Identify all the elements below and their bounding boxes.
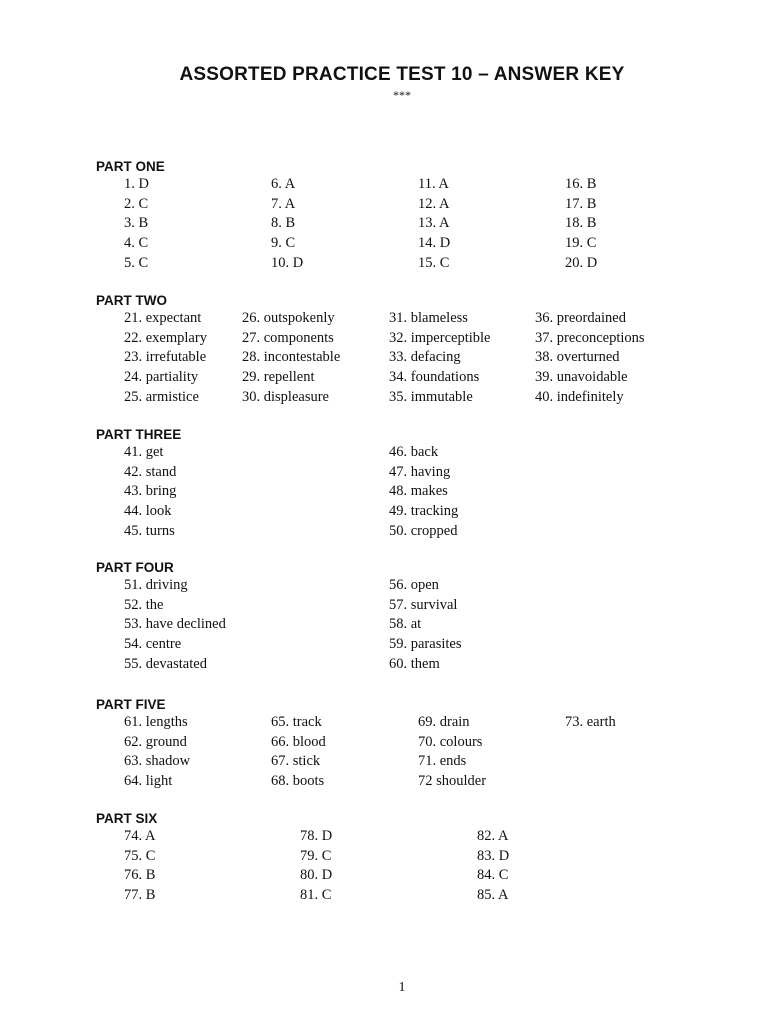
answer-item: 55. devastated (124, 655, 207, 672)
answer-row (96, 175, 756, 195)
answer-row (96, 847, 756, 867)
answer-row (96, 827, 756, 847)
section-heading: PART TWO (96, 293, 167, 308)
answer-item: 10. D (271, 254, 304, 271)
section-heading: PART FIVE (96, 697, 166, 712)
answer-row (96, 635, 756, 655)
section-heading: PART SIX (96, 811, 158, 826)
answer-item: 51. driving (124, 577, 188, 593)
answer-grid (96, 443, 756, 541)
answer-item: 5. C (124, 254, 149, 271)
answer-grid (96, 827, 756, 906)
answer-item: 13. A (418, 215, 450, 232)
answer-item: 19. C (565, 235, 597, 252)
answer-item: 36. preordained (535, 310, 626, 326)
answer-item: 77. B (124, 887, 156, 904)
answer-grid (96, 576, 756, 674)
answer-row (96, 214, 756, 234)
answer-item: 59. parasites (389, 636, 462, 653)
section-part-five (96, 696, 756, 792)
answer-item: 33. defacing (389, 349, 461, 366)
answer-grid (96, 175, 756, 273)
answer-grid (96, 713, 756, 792)
section-part-six (96, 810, 756, 906)
section-part-two (96, 292, 756, 407)
answer-item: 39. unavoidable (535, 369, 628, 386)
answer-item: 4. C (124, 235, 149, 252)
answer-row (96, 655, 756, 675)
answer-item: 49. tracking (389, 503, 459, 520)
answer-item: 38. overturned (535, 349, 620, 366)
answer-row (96, 482, 756, 502)
answer-row (96, 713, 756, 733)
answer-item: 83. D (477, 847, 510, 864)
answer-item: 79. C (300, 847, 332, 864)
answer-item: 21. expectant (124, 310, 202, 326)
answer-row (96, 443, 756, 463)
answer-item: 73. earth (565, 714, 616, 730)
answer-item: 46. back (389, 444, 439, 460)
section-heading: PART FOUR (96, 560, 174, 575)
answer-row (96, 502, 756, 522)
answer-item: 71. ends (418, 753, 467, 770)
answer-item: 12. A (418, 195, 450, 212)
answer-item: 20. D (565, 254, 598, 271)
answer-item: 52. the (124, 596, 164, 613)
answer-item: 2. C (124, 195, 149, 212)
answer-item: 63. shadow (124, 753, 191, 770)
answer-item: 14. D (418, 235, 451, 252)
answer-item: 34. foundations (389, 369, 480, 386)
answer-grid (96, 309, 756, 407)
answer-row (96, 348, 756, 368)
answer-item: 72 shoulder (418, 773, 487, 790)
answer-item: 8. B (271, 215, 296, 232)
answer-row (96, 772, 756, 792)
answer-item: 42. stand (124, 463, 177, 480)
answer-item: 9. C (271, 235, 296, 252)
answer-row (96, 596, 756, 616)
answer-item: 26. outspokenly (242, 310, 335, 326)
answer-item: 69. drain (418, 714, 470, 730)
answer-item: 11. A (418, 176, 449, 192)
answer-item: 32. imperceptible (389, 329, 491, 346)
answer-item: 44. look (124, 503, 172, 520)
answer-item: 31. blameless (389, 310, 468, 326)
answer-item: 85. A (477, 887, 509, 904)
answer-item: 40. indefinitely (535, 388, 624, 405)
answer-item: 24. partiality (124, 369, 199, 386)
document-title: ASSORTED PRACTICE TEST 10 – ANSWER KEY (179, 64, 625, 85)
answer-row (96, 254, 756, 274)
answer-item: 75. C (124, 847, 156, 864)
answer-item: 60. them (389, 655, 440, 672)
section-part-one (96, 158, 756, 273)
answer-item: 25. armistice (124, 388, 199, 405)
answer-item: 82. A (477, 828, 509, 844)
answer-row (96, 733, 756, 753)
section-part-four (96, 559, 756, 674)
answer-row (96, 195, 756, 215)
answer-item: 16. B (565, 176, 597, 192)
answer-item: 48. makes (389, 483, 448, 500)
answer-item: 78. D (300, 828, 333, 844)
answer-item: 61. lengths (124, 714, 188, 730)
section-heading: PART ONE (96, 159, 165, 174)
answer-row (96, 576, 756, 596)
answer-item: 80. D (300, 867, 333, 884)
answer-item: 1. D (124, 176, 149, 192)
section-heading: PART THREE (96, 427, 182, 442)
section-part-three (96, 426, 756, 541)
answer-item: 65. track (271, 714, 322, 730)
answer-item: 27. components (242, 329, 334, 346)
answer-row (96, 329, 756, 349)
page-number: 1 (398, 980, 406, 995)
answer-item: 15. C (418, 254, 450, 271)
answer-item: 28. incontestable (242, 349, 341, 366)
answer-item: 53. have declined (124, 616, 226, 633)
answer-row (96, 309, 756, 329)
answer-item: 7. A (271, 195, 296, 212)
title-ornament: *** (393, 88, 411, 102)
answer-item: 18. B (565, 215, 597, 232)
answer-row (96, 368, 756, 388)
answer-item: 54. centre (124, 636, 182, 653)
answer-item: 30. displeasure (242, 388, 329, 405)
answer-item: 47. having (389, 463, 451, 480)
answer-row (96, 866, 756, 886)
answer-item: 17. B (565, 195, 597, 212)
answer-item: 43. bring (124, 483, 177, 500)
answer-row (96, 522, 756, 542)
answer-item: 84. C (477, 867, 509, 884)
answer-item: 64. light (124, 773, 173, 790)
answer-item: 68. boots (271, 773, 325, 790)
answer-item: 74. A (124, 828, 156, 844)
answer-item: 66. blood (271, 733, 326, 750)
answer-row (96, 615, 756, 635)
answer-item: 81. C (300, 887, 332, 904)
answer-item: 50. cropped (389, 522, 458, 539)
answer-item: 76. B (124, 867, 156, 884)
answer-item: 45. turns (124, 522, 175, 539)
answer-item: 57. survival (389, 596, 458, 613)
answer-row (96, 234, 756, 254)
answer-row (96, 463, 756, 483)
answer-item: 29. repellent (242, 369, 315, 386)
answer-item: 37. preconceptions (535, 329, 645, 346)
answer-item: 6. A (271, 176, 296, 192)
answer-row (96, 886, 756, 906)
answer-row (96, 752, 756, 772)
answer-item: 56. open (389, 577, 439, 593)
answer-item: 41. get (124, 444, 164, 460)
answer-item: 3. B (124, 215, 149, 232)
answer-row (96, 388, 756, 408)
answer-item: 70. colours (418, 733, 483, 750)
answer-item: 22. exemplary (124, 329, 207, 346)
answer-item: 58. at (389, 616, 422, 633)
answer-item: 23. irrefutable (124, 349, 207, 366)
answer-item: 62. ground (124, 733, 187, 750)
answer-item: 35. immutable (389, 388, 473, 405)
answer-item: 67. stick (271, 753, 321, 770)
